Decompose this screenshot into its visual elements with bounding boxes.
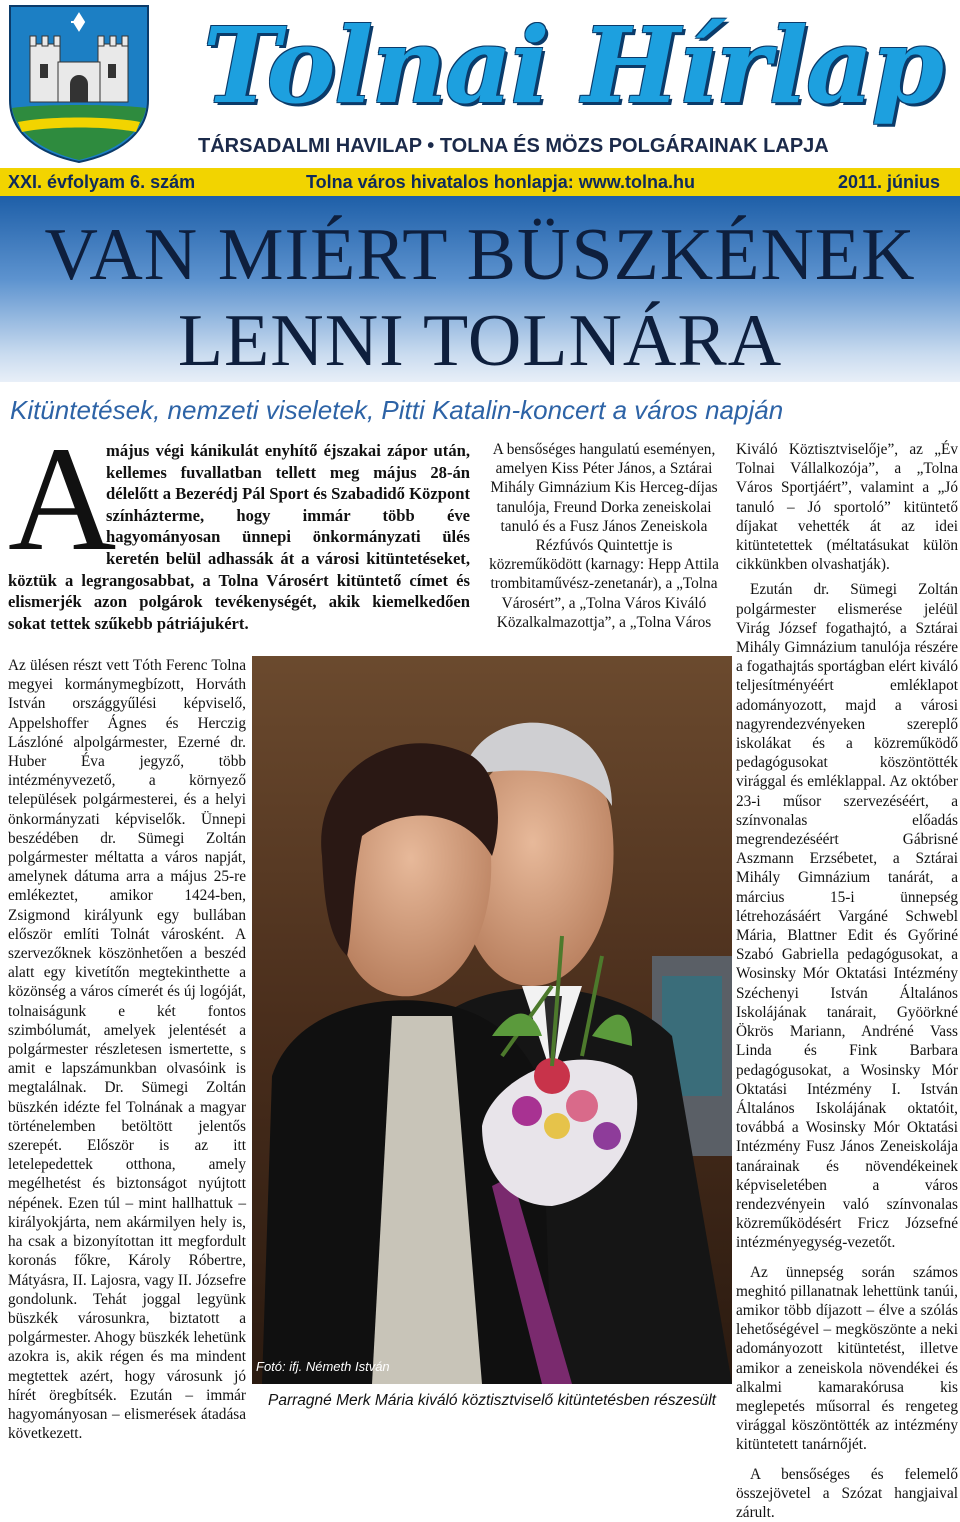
issue-volume: XXI. évfolyam 6. szám	[8, 172, 196, 192]
column3-paragraph: Kiváló Köztisztviselője”, az „Év Tolnai Vállalkozója”, a „Tolna Város Sportjáért”, valamint a „Jó tanuló – Jó sportoló” kitüntető díjakat vehették át az idei kitüntetettek (méltatásukat külön cikkünkben olvashatják).	[736, 441, 958, 574]
column3-paragraph: Az ünnepség során számos meghitó pillanatnak lehettünk tanúi, amikor több díjazott – élve a szólás lehetőségével – megköszönte a neki adományozott kitüntetést, illetve amikor a zeneiskola növendékei és alkalmi kamarakórusa kis meglepetés műsorral és rengeteg virággal köszöntötték az intézmény kitüntetett tanárnőjét.	[736, 1263, 958, 1454]
coat-of-arms-icon	[8, 4, 150, 164]
article-column-2-top: A bensőséges hangulatú eseményen, amelyen Kiss Péter János, a Sztárai Mihály Gimnázium Kis Herceg-díjas tanulója, Freund Dorka zeneiskolai tanuló és a Fusz János Zeneiskola Rézfúvós Quintettje is közreműködött (karnagy: Hepp Attila trombitaművész-zenetanár), a „Tolna Városért”, a „Tolna Város Kiváló Közalkalmazottja”, a „Tolna Város	[489, 441, 719, 631]
lead-paragraph	[8, 416, 470, 640]
column3-paragraph: Ezután dr. Sümegi Zoltán polgármester elismerése jeléül Virág József fogathajtó, a Sztárai Mihály Gimnázium tanulója részére a fogathajtás sportágban elért kiváló teljesítményéért emléklapot adományozott, majd a városi nagyrendezvényeken szereplő iskolákat és a közreműködő pedagógusokat köszöntötték virággal és emléklappal. Az október 23-i műsor szervezéséért, a színvonalas előadás megrendezéséért Gábrisné Aszmann Erzsébetet, a Sztárai Mihály Gimnázium tanárát, a március 15-i ünnepség létrehozásáért Vargáné Schwebl Mária, Blattner Edit és Győriné Szabó Gabriella pedagógusokat, a Wosinsky Mór Oktatási Intézmény Széchenyi István Általános Iskolájának tanárait, Gyöörkné Ökrös Mariann, Andréné Vass Linda és Fink Barbara pedagógusokat, a Wosinsky Mór Oktatási Intézmény I. István Általános Iskolájának oktatóit, továbbá a Wosinsky Mór Oktatási Intézmény Fusz János Zeneiskolája tanárainak és növendékeinek képviseletében a város rendezvényein való színvonalas közreműködésért Fricz Józsefné intézményegység-vezetőt.	[736, 581, 958, 1252]
column3-paragraph: A bensőséges és felemelő összejövetel a Szózat hangjaival zárult.	[736, 1465, 958, 1521]
photo-caption: Parragné Merk Mária kiváló köztisztviselő kitüntetésben részesült	[268, 1392, 716, 1409]
article-column-1: Az ülésen részt vett Tóth Ferenc Tolna megyei kormánymegbízott, Horváth István országgyűlési képviselő, Appelshoffer Ágnes és Herczig Lászlóné alpolgármester, Ezerné dr. Huber Éva jegyző, több intézményvezető, a környező települések polgármesterei, és a helyi önkormányzati képviselők. Ünnepi beszédében dr. Sümegi Zoltán polgármester méltatta a város napját, amelynek dátuma arra a május 25-re emlékeztet, amikor 1424-ben, Zsigmond királyunk egy bullában először említi Tolnát városként. A szervezőknek köszönhetően a beszéd alatt egy kivetítőn megtekinthette a közönség a város címerét és új logóját, tolnaiságunk e két fontos szimbólumát, amelyek jelentését a polgármester részletesen ismertette, s amit e lapszámunkban olvasóink is megtalálnak. Dr. Sümegi Zoltán büszkén idézte fel Tolnának a magyar történelemben betöltött jelentős szerepét. Először is az itt letelepedettek otthona, amely megélhetést és biztonságot nyújtott népének. Ezen túl – mint hallhattuk – királyokjárta, nem akármilyen hely is, ha csak a bizonyítottan itt megfordult koronás főkre, Károly Róbertre, Mátyásra, II. Lajosra, vagy II. Józsefre gondolunk. Tehát joggal legyünk büszkék városunkra, biztatott a polgármester. Ahogy büszkék lehetünk azokra is, akik régen és ma mindent megtettek azért, hogy városunk jó hírét öregbítsék. Ezután – immár hagyományosan – elismerések átadása következett.	[8, 657, 246, 1443]
award-ceremony-photo	[252, 656, 732, 1384]
headline-line-1: VAN MIÉRT BÜSZKÉNEK	[44, 214, 916, 296]
issue-website: Tolna város hivatalos honlapja: www.tolna.hu	[306, 172, 696, 192]
lead-text: május végi kánikulát enyhítő éjszakai zápor után, kellemes fuvallatban tellett meg május 28-án délelőtt a Bezerédj Pál Sport és Szabadidő Központ színházterme, hogy immár több éve hagyományosan ünnepi önkormányzati ülés keretén belül adhassák át a városi kitüntetéseket, köztük a legrangosabbat, a Tolna Városért kitüntető címet és elismerjék azon polgárok tevékenységét, akik kiemelkedően sokat tettek szűkebb pátriájukért.	[8, 441, 470, 633]
drop-cap: A	[8, 416, 117, 582]
masthead-title: Tolnai Hírlap	[202, 4, 943, 127]
masthead-subtitle: TÁRSADALMI HAVILAP • TOLNA ÉS MÖZS POLGÁRAINAK LAPJA	[198, 135, 829, 157]
subheadline: Kitüntetések, nemzeti viseletek, Pitti Katalin-koncert a város napján	[10, 395, 784, 425]
photo-credit: Fotó: ifj. Németh István	[256, 1359, 390, 1374]
headline-line-2: LENNI TOLNÁRA	[177, 300, 783, 382]
issue-date: 2011. június	[838, 172, 941, 192]
article-column-3	[736, 440, 958, 1521]
issue-info-bar	[0, 168, 960, 196]
